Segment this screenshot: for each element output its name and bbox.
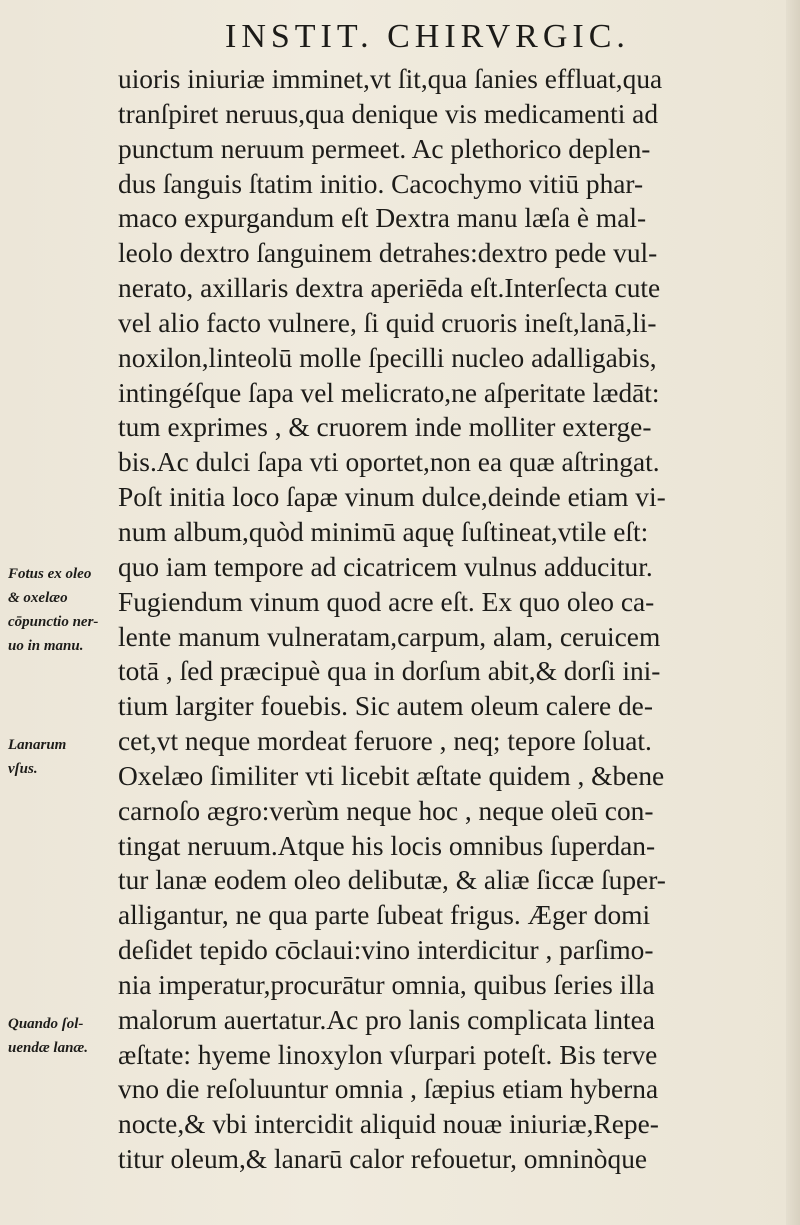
text-line: dus ſanguis ſtatim initio. Cacochymo vitiū phar-: [118, 168, 644, 199]
text-line: punctum neruum permeet. Ac plethorico deplen-: [118, 133, 651, 164]
text-line: Poſt initia loco ſapæ vinum dulce,deinde etiam vi-: [118, 482, 666, 513]
text-line: nerato, axillaris dextra aperiēda eſt.Interſecta cute: [118, 273, 661, 304]
text-line: uioris iniuriæ imminet,vt ſit,qua ſanies effluat,qua: [118, 64, 663, 94]
text-line: totā , ſed præcipuè qua in dorſum abit,& dorſi ini-: [118, 656, 661, 687]
marginal-line: Fotus ex oleo: [8, 566, 92, 582]
marginal-line: & oxelæo: [8, 590, 68, 606]
text-line: num album,quòd minimū aquę ſuſtineat,vtile eſt:: [118, 516, 649, 547]
text-line: maco expurgandum eſt Dextra manu læſa è mal-: [118, 203, 647, 234]
text-line: tur lanæ eodem oleo delibutæ, & aliæ ſiccæ ſuper-: [118, 865, 666, 896]
marginal-line: Lanarum: [8, 737, 67, 753]
text-line: tingat neruum.Atque his locis omnibus ſuperdan-: [118, 830, 656, 861]
marginal-line: uendæ lanæ.: [8, 1040, 89, 1056]
marginal-line: vſus.: [8, 761, 38, 777]
text-line: tum exprimes , & cruorem inde molliter exterge-: [118, 412, 652, 443]
text-line: vel alio facto vulnere, ſi quid cruoris ineſt,lanā,li-: [118, 307, 657, 338]
text-line: cet,vt neque mordeat feruore , neq; tepore ſoluat.: [118, 726, 652, 757]
text-line: vno die reſoluuntur omnia , ſæpius etiam hyberna: [118, 1074, 659, 1105]
marginal-line: Quando ſol-: [8, 1016, 84, 1032]
marginal-note-lanarum: [8, 733, 116, 781]
marginal-note-fotus: [8, 562, 116, 658]
text-line: deſidet tepido cōclaui:vino interdicitur , parſimo-: [118, 935, 654, 966]
marginal-line: uo in manu.: [8, 638, 84, 654]
text-line: tium largiter fouebis. Sic autem oleum calere de-: [118, 691, 653, 722]
text-line: nia imperatur,procurātur omnia, quibus ſeries illa: [118, 969, 655, 1000]
text-line: lente manum vulneratam,carpum, alam, ceruicem: [118, 621, 661, 652]
text-line: malorum auertatur.Ac pro lanis complicata lintea: [118, 1004, 655, 1035]
text-line: bis.Ac dulci ſapa vti oportet,non ea quæ aſtringat.: [118, 447, 660, 478]
marginal-line: cōpunctio ner-: [8, 614, 99, 630]
text-line: æſtate: hyeme linoxylon vſurpari poteſt. Bis terve: [118, 1039, 658, 1070]
text-line: intingéſque ſapa vel melicrato,ne aſperitate lædāt:: [118, 377, 660, 408]
text-line: quo iam tempore ad cicatricem vulnus adducitur.: [118, 551, 653, 582]
text-line: titur oleum,& lanarū calor refouetur, omninòque: [118, 1144, 648, 1175]
main-text-block: [118, 62, 788, 1177]
text-line: tranſpiret neruus,qua denique vis medicamenti ad: [118, 98, 659, 129]
running-title: INSTIT. CHIRVRGIC.: [225, 18, 630, 55]
text-line: noxilon,linteolū molle ſpecilli nucleo adalligabis,: [118, 342, 657, 373]
text-line: Fugiendum vinum quod acre eſt. Ex quo oleo ca-: [118, 586, 655, 617]
text-line: leolo dextro ſanguinem detrahes:dextro pede vul-: [118, 238, 658, 269]
text-line: alligantur, ne qua parte ſubeat frigus. Æger domi: [118, 900, 651, 931]
text-line: Oxelæo ſimiliter vti licebit æſtate quidem , &bene: [118, 760, 665, 791]
marginal-note-quando: [8, 1012, 116, 1060]
text-line: nocte,& vbi intercidit aliquid nouæ iniuriæ,Repe-: [118, 1109, 659, 1140]
page-edge: [786, 0, 800, 1225]
text-line: carnoſo ægro:verùm neque hoc , neque oleū con-: [118, 795, 654, 826]
